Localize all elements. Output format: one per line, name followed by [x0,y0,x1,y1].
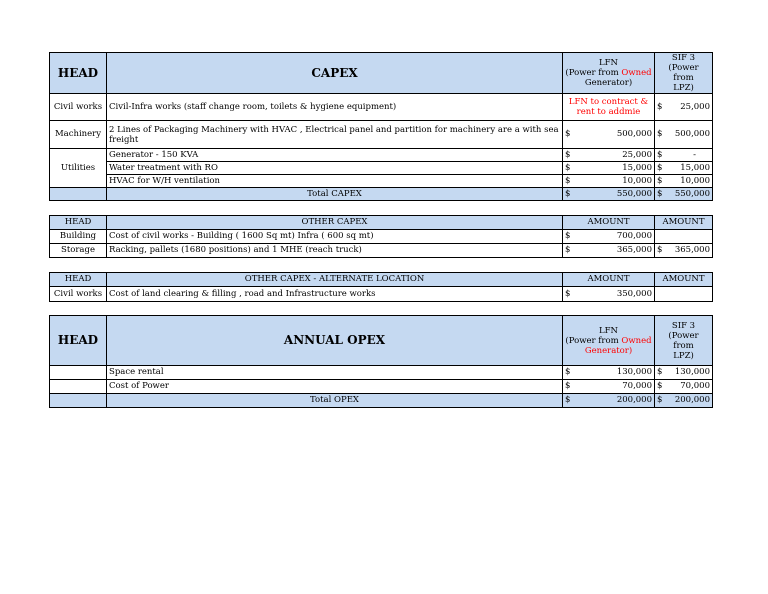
capex-sif-header-line2: (Power from [668,63,699,83]
row-desc: Cost of land clearing & filling , road and Infrastructure works [107,287,563,302]
row-lfn-amount: 10,000 [622,175,652,186]
row-head: Storage [50,244,107,258]
alt-capex-head-header: HEAD [50,273,107,287]
row-amount2-currency: $ [657,245,663,255]
row-desc: Space rental [107,366,563,380]
row-lfn-note: LFN to contract & rent to addmie [563,94,655,121]
table-row [50,149,713,162]
opex-sif-header-line2: (Power from [668,330,699,351]
row-desc: Civil-Infra works (staff change room, toilets & hygiene equipment) [107,94,563,121]
row-desc: Water treatment with RO [107,162,563,175]
total-sif-currency: $ [657,395,663,405]
opex-lfn-header-line2b: Owned [621,335,652,346]
opex-lfn-header-line1: LFN [599,325,618,336]
row-amount: 350,000 [616,288,652,299]
row-head: Civil works [50,287,107,302]
row-head: Building [50,230,107,244]
alt-capex-amount-header-2: AMOUNT [655,273,713,287]
total-row [50,188,713,201]
row-sif-currency: $ [657,129,663,139]
row-head: Civil works [50,94,107,121]
total-sif-amount: 550,000 [674,188,710,199]
total-row [50,394,713,408]
opex-lfn-header-line2a: (Power from [565,335,622,346]
opex-table [49,315,713,408]
capex-head-header: HEAD [50,53,107,94]
row-sif-currency: $ [657,101,663,112]
row-sif-amount: 70,000 [680,381,710,391]
total-lfn-currency: $ [565,188,571,199]
row-desc: Cost of Power [107,380,563,394]
row-head: Machinery [50,121,107,149]
table-row [50,366,713,380]
row-desc: Generator - 150 KVA [107,149,563,162]
capex-lfn-header-line2b: Owned [621,68,652,78]
row-sif-amount: 500,000 [674,129,710,139]
row-desc: Racking, pallets (1680 positions) and 1 MHE (reach truck) [107,244,563,258]
opex-lfn-header [563,316,655,366]
total-lfn-amount: 550,000 [616,188,652,199]
row-lfn-currency: $ [565,175,571,186]
total-label: Total CAPEX [107,188,563,201]
table-row [50,380,713,394]
row-sif-currency: $ [657,381,663,391]
row-sif-currency: $ [657,367,663,377]
other-capex-title: OTHER CAPEX [107,216,563,230]
table-row [50,230,713,244]
alt-capex-table [49,272,713,302]
row-lfn-currency: $ [565,381,571,391]
table-row [50,287,713,302]
row-amount-currency: $ [565,231,571,241]
table-row [50,244,713,258]
row-amount: 365,000 [616,245,652,255]
other-capex-amount-header: AMOUNT [563,216,655,230]
row-amount-currency: $ [565,245,571,255]
total-label: Total OPEX [107,394,563,408]
row-lfn-currency: $ [565,367,571,377]
row-sif-currency: $ [657,149,663,160]
capex-lfn-header-line2a: (Power from [565,68,622,78]
other-capex-head-header: HEAD [50,216,107,230]
row-lfn-currency: $ [565,129,571,139]
table-row [50,175,713,188]
row-lfn-amount: 25,000 [622,149,652,160]
other-capex-amount-header-2: AMOUNT [655,216,713,230]
total-sif-amount: 200,000 [674,395,710,405]
row-lfn-currency: $ [565,162,571,173]
row-desc: 2 Lines of Packaging Machinery with HVAC , Electrical panel and partition for machinery are a with sea freight [107,121,563,149]
row-desc: HVAC for W/H ventilation [107,175,563,188]
total-sif-currency: $ [657,188,663,199]
row-head: Utilities [50,149,107,188]
row-lfn-amount: 500,000 [616,129,652,139]
capex-sif-header-line3: LPZ) [673,83,694,93]
opex-sif-header-line1: SIF 3 [671,320,696,331]
opex-head-header: HEAD [50,316,107,366]
opex-sif-header-line3: LPZ) [673,350,694,361]
other-capex-table [49,215,713,258]
total-lfn-amount: 200,000 [616,395,652,405]
row-lfn-amount: 15,000 [622,162,652,173]
capex-lfn-header-line3: Generator) [584,78,633,88]
capex-sif-header [655,53,713,94]
opex-lfn-header-line3: Generator) [584,345,633,356]
table-row [50,94,713,121]
row-desc: Cost of civil works - Building ( 1600 Sq mt) Infra ( 600 sq mt) [107,230,563,244]
row-sif-currency: $ [657,162,663,173]
capex-table [49,52,713,201]
row-lfn-amount: 70,000 [622,381,652,391]
row-amount: 700,000 [616,231,652,241]
capex-title: CAPEX [107,53,563,94]
row-sif-amount: 130,000 [674,367,710,377]
total-lfn-currency: $ [565,395,571,405]
row-sif-amount: 10,000 [680,175,710,186]
row-sif-amount: - [693,149,696,160]
row-lfn-currency: $ [565,149,571,160]
capex-lfn-header [563,53,655,94]
table-row [50,162,713,175]
opex-title: ANNUAL OPEX [107,316,563,366]
alt-capex-title: OTHER CAPEX - ALTERNATE LOCATION [107,273,563,287]
capex-sif-header-line1: SIF 3 [671,53,696,63]
table-row [50,121,713,149]
capex-lfn-header-line1: LFN [599,58,618,68]
row-lfn-amount: 130,000 [616,367,652,377]
row-amount-currency: $ [565,288,571,299]
row-sif-amount: 15,000 [680,162,710,173]
row-amount2: 365,000 [674,245,710,255]
opex-sif-header [655,316,713,366]
row-sif-currency: $ [657,175,663,186]
alt-capex-amount-header: AMOUNT [563,273,655,287]
row-sif-amount: 25,000 [680,101,710,112]
